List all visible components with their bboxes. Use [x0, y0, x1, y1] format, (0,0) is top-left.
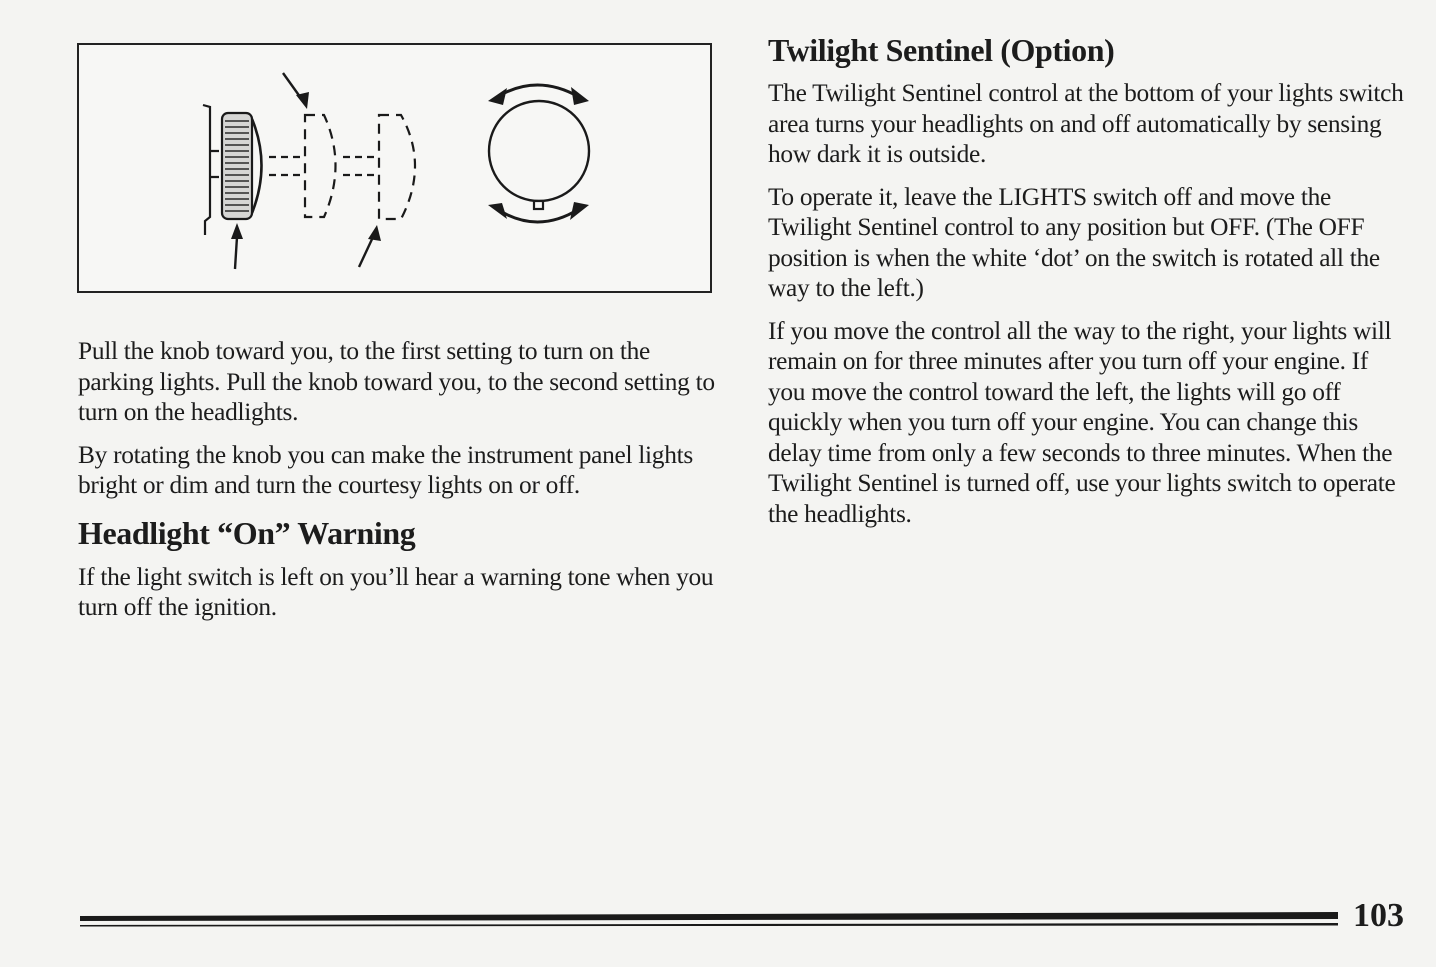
twilight-intro-paragraph: The Twilight Sentinel control at the bottom of your lights switch area turns your headlights on and off automatically by sensing how dark it is outside. — [768, 79, 1404, 168]
headlamp-switch-figure — [77, 43, 712, 293]
page-number: 103 — [1353, 897, 1404, 934]
right-column — [768, 30, 1408, 541]
headlight-warning-heading: Headlight “On” Warning — [78, 514, 416, 551]
twilight-delay-paragraph: If you move the control all the way to the right, your lights will remain on for three minutes after you turn off your engine. If you move the control toward the left, the lights will go off quickly when you turn off your engine. You can change this delay time from only a few seconds to three minutes. When the Twilight Sentinel is turned off, use your lights switch to operate the headlights. — [768, 316, 1396, 528]
footer-rule — [80, 908, 1338, 930]
headlamp-switch-knob-diagram-icon — [79, 45, 710, 291]
twilight-sentinel-heading: Twilight Sentinel (Option) — [768, 32, 1115, 68]
twilight-operate-paragraph: To operate it, leave the LIGHTS switch off and move the Twilight Sentinel control to any position but OFF. (The OFF position is when the white ‘dot’ on the switch is rotated all the way to the left.) — [768, 182, 1380, 302]
knob-pull-paragraph: Pull the knob toward you, to the first setting to turn on the parking lights. Pull the knob toward you, to the second setting to turn on the headlights. — [78, 337, 715, 426]
headlight-warning-paragraph: If the light switch is left on you’ll hear a warning tone when you turn off the ignition. — [78, 562, 714, 621]
left-column — [78, 336, 718, 635]
knob-rotate-paragraph: By rotating the knob you can make the instrument panel lights bright or dim and turn the courtesy lights on or off. — [78, 440, 693, 499]
